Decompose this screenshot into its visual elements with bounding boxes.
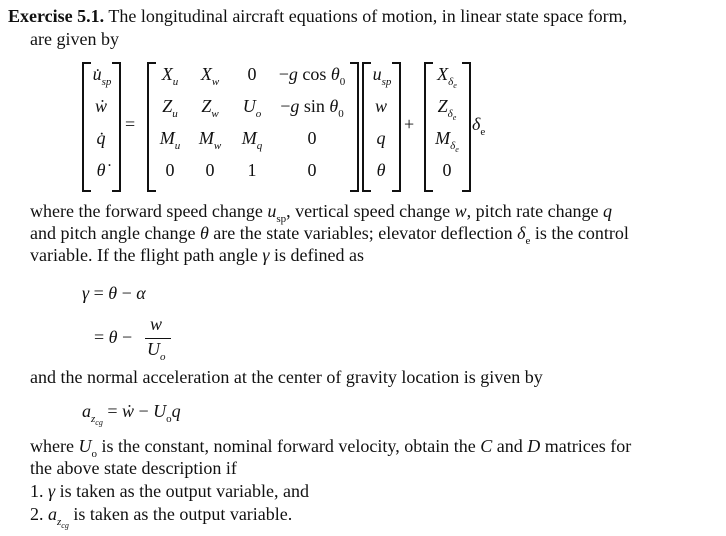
input-delta-e: $\delta_e$: [472, 114, 486, 138]
matrix-a-r3c4: 0: [307, 128, 317, 148]
paragraph1-line2: and pitch angle change θ are the state variables; elevator deflection $\delta_e$ is the control: [30, 223, 629, 247]
matrix-a-r1c3: 0: [247, 64, 257, 84]
state-entry-w: w: [374, 96, 387, 116]
state-entry-theta: θ: [376, 160, 386, 180]
list-item-1: 1. γ is taken as the output variable, and: [30, 481, 310, 501]
matrix-a-r2c2: $Z_w$: [201, 96, 219, 120]
matrix-a-r1c4: −g $\cos \theta_0$: [278, 64, 346, 88]
gamma-frac-numerator: w: [150, 314, 163, 334]
accel-equation: $a_{z_{cg}}$ = ẇ − $U_oq$: [82, 401, 181, 428]
matrix-a-r4c4: 0: [307, 160, 317, 180]
matrix-a-r2c3: $U_o$: [242, 96, 262, 120]
matrix-a-r2c4: −g $\sin \theta_0$: [280, 96, 344, 120]
exercise-intro-text: The longitudinal aircraft equations of motion, in linear state space form,: [108, 6, 628, 26]
state-entry-usp: $u_{sp}$: [372, 64, 392, 88]
matrix-a-r3c2: $M_w$: [198, 128, 222, 152]
matrix-a-r2c1: $Z_u$: [162, 96, 178, 120]
gamma-def-line1: γ = θ − α: [82, 283, 146, 303]
matrix-a-r4c3: 1: [247, 160, 257, 180]
matrix-b-r4: 0: [442, 160, 452, 180]
matrix-b-r1: $X_{\delta_e}$: [437, 64, 457, 91]
gamma-def-line2: = θ −: [94, 327, 133, 347]
plus-sign: +: [404, 114, 415, 134]
lhs-entry-w: ẇ: [94, 96, 107, 116]
lhs-entry-u: $u̇_{sp}$: [92, 64, 112, 88]
exercise-intro-line2: are given by: [30, 29, 119, 49]
matrix-a-r4c1: 0: [165, 160, 175, 180]
matrix-a-r3c1: $M_u$: [159, 128, 181, 152]
list-item-2: 2. $a_{z_{cg}}$ is taken as the output variable.: [30, 504, 293, 531]
exercise-label: Exercise 5.1.: [8, 6, 105, 26]
paragraph2: and the normal acceleration at the center of gravity location is given by: [30, 367, 543, 387]
state-entry-q: q: [376, 128, 386, 148]
paragraph1-line3: variable. If the flight path angle γ is defined as: [30, 245, 364, 265]
equals-sign: =: [125, 114, 136, 134]
matrix-a-r3c3: $M_q$: [241, 128, 263, 152]
lhs-entry-q: q̇: [96, 128, 106, 148]
paragraph3-line2: the above state description if: [30, 458, 237, 478]
matrix-b-r3: $M_{\delta_e}$: [435, 128, 459, 155]
matrix-a-r1c1: $X_u$: [161, 64, 179, 88]
gamma-frac-denominator: $U_o$: [147, 339, 166, 363]
lhs-entry-theta: θ̇: [96, 160, 106, 180]
matrix-b-r2: $Z_{\delta_e}$: [437, 96, 457, 123]
paragraph1-line1: where the forward speed change $u_{sp}$, vertical speed change w, pitch rate change q: [30, 201, 613, 225]
paragraph3-line1: where $U_o$ is the constant, nominal forward velocity, obtain the C and D matrices for: [30, 436, 632, 460]
matrix-a-r4c2: 0: [205, 160, 215, 180]
matrix-a-r1c2: $X_w$: [200, 64, 220, 88]
exercise-intro-line1: [8, 6, 627, 27]
matrix-a-right-bracket: [350, 62, 359, 192]
